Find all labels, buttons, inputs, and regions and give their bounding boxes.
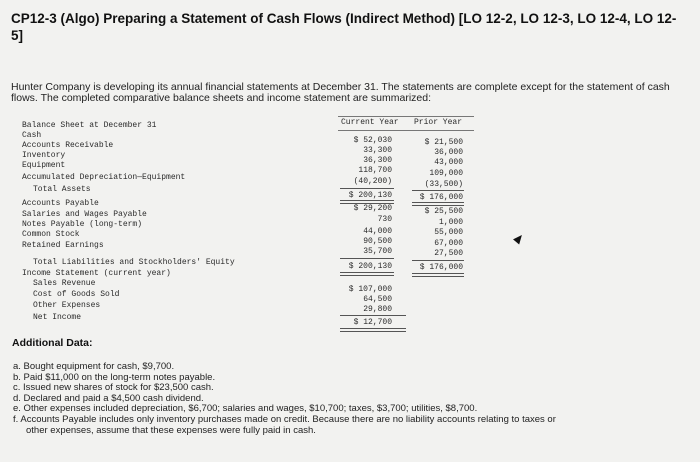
current-value: 33,300	[363, 146, 392, 155]
subtotal-rule	[412, 260, 464, 261]
row-label: Income Statement (current year)	[22, 269, 171, 278]
subtotal-rule	[412, 190, 464, 191]
row-label: Retained Earnings	[22, 241, 104, 250]
total-double-rule	[412, 202, 464, 206]
current-value: 730	[377, 215, 392, 224]
current-value: $ 52,030	[353, 136, 392, 145]
row-label: Other Expenses	[33, 301, 101, 310]
additional-data-list	[13, 362, 683, 436]
prior-value: $ 25,500	[424, 207, 463, 216]
current-value: $ 200,130	[348, 262, 392, 271]
row-label: Accounts Payable	[22, 199, 99, 208]
mouse-cursor-icon	[513, 232, 525, 244]
prior-value: (33,500)	[424, 180, 463, 189]
subtotal-rule	[340, 315, 406, 316]
current-value: $ 29,200	[353, 204, 392, 213]
current-value: 64,500	[363, 295, 392, 304]
row-label: Accounts Receivable	[22, 141, 114, 150]
list-item: a. Bought equipment for cash, $9,700.	[13, 361, 175, 372]
subtotal-rule	[340, 258, 394, 259]
list-item: b. Paid $11,000 on the long-term notes payable.	[13, 371, 216, 383]
prior-value: 27,500	[434, 249, 463, 258]
row-label: Total Liabilities and Stockholders' Equity	[33, 258, 235, 267]
row-label: Sales Revenue	[33, 279, 96, 288]
current-value: $ 200,130	[348, 191, 392, 200]
list-item: d. Declared and paid a $4,500 cash dividend.	[13, 392, 204, 404]
prior-value: $ 176,000	[419, 263, 463, 272]
list-item: f. Accounts Payable includes only inventory purchases made on credit. Because there are no liability accounts relating to taxes or	[13, 413, 556, 425]
prior-value: 36,000	[434, 148, 463, 157]
intro-paragraph: Hunter Company is developing its annual financial statements at December 31. The statements are complete except for the statement of cash flows. The completed comparative balance sheets and income statement are summarized:	[11, 81, 670, 104]
prior-value: 67,000	[434, 239, 463, 248]
row-label: Salaries and Wages Payable	[22, 210, 147, 219]
row-label: Cost of Goods Sold	[33, 290, 120, 299]
page-title: CP12-3 (Algo) Preparing a Statement of Cash Flows (Indirect Method) [LO 12-2, LO 12-3, LO 12-4, LO 12-5]	[11, 11, 677, 43]
prior-value: $ 176,000	[419, 193, 463, 202]
row-label: Notes Payable (long-term)	[22, 220, 143, 229]
list-item: e. Other expenses included depreciation, $6,700; salaries and wages, $10,700; taxes, $3,700; utilities, $8,700.	[13, 403, 478, 415]
list-item: other expenses, assume that these expenses were fully paid in cash.	[26, 424, 316, 436]
column-header-row	[338, 116, 474, 131]
total-double-rule	[340, 328, 406, 332]
list-item: c. Issued new shares of stock for $23,500 cash.	[13, 382, 214, 394]
prior-value: 109,000	[429, 169, 463, 178]
total-double-rule	[340, 200, 394, 204]
row-label: Common Stock	[22, 230, 80, 239]
current-value: 29,800	[363, 305, 392, 314]
prior-value: $ 21,500	[424, 138, 463, 147]
current-value: 118,700	[358, 166, 392, 175]
row-label: Total Assets	[33, 185, 91, 194]
current-value: $ 107,000	[348, 285, 392, 294]
current-value: (40,200)	[353, 177, 392, 186]
subtotal-rule	[340, 188, 394, 189]
row-label: Accumulated Depreciation—Equipment	[22, 173, 186, 182]
current-year-header: Current Year	[341, 118, 399, 127]
row-label: Inventory	[22, 151, 66, 160]
current-value: 44,000	[363, 227, 392, 236]
total-double-rule	[412, 273, 464, 277]
prior-value: 1,000	[438, 218, 463, 227]
current-value: 36,300	[363, 156, 392, 165]
row-label: Balance Sheet at December 31	[22, 121, 157, 130]
additional-data-heading: Additional Data:	[12, 337, 93, 349]
prior-value: 55,000	[434, 228, 463, 237]
total-double-rule	[340, 272, 394, 276]
current-value: $ 12,700	[353, 318, 392, 327]
prior-year-header: Prior Year	[414, 118, 463, 127]
row-label: Net Income	[33, 313, 82, 322]
current-value: 35,700	[363, 247, 392, 256]
row-label: Equipment	[22, 161, 66, 170]
row-label: Cash	[22, 131, 42, 140]
current-value: 90,500	[363, 237, 392, 246]
prior-value: 43,000	[434, 158, 463, 167]
